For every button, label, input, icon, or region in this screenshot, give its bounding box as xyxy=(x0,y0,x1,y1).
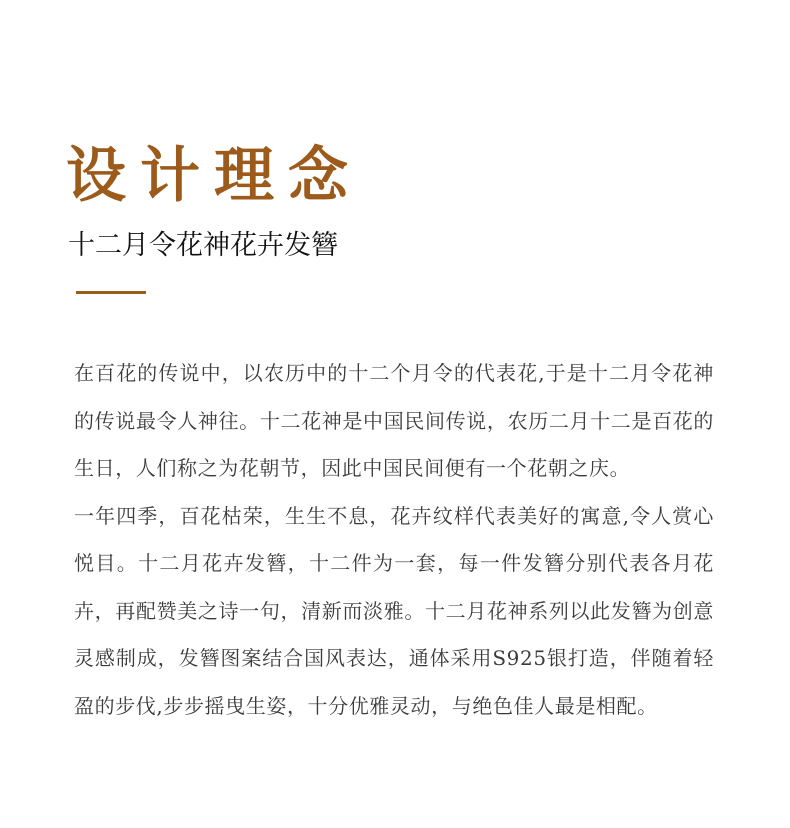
description-paragraph-2: 一年四季，百花枯荣，生生不息，花卉纹样代表美好的寓意,令人赏心悦目。十二月花卉发簪，十二件为一套，每一件发簪分别代表各月花卉，再配赞美之诗一句，清新而淡雅。十二月花神系列以此发簪为创意灵感制成，发簪图案结合国风表达，通体采用S925银打造，伴随着轻盈的步伐,步步摇曳生姿，十分优雅灵动，与绝色佳人最是相配。 xyxy=(74,503,714,718)
page-subtitle: 十二月令花神花卉发簪 xyxy=(68,230,338,261)
accent-divider xyxy=(76,291,146,294)
page-heading: 设计理念 xyxy=(66,141,362,211)
description-body xyxy=(74,350,714,730)
description-paragraph-1: 在百花的传说中，以农历中的十二个月令的代表花,于是十二月令花神的传说最令人神往。十二花神是中国民间传说，农历二月十二是百花的生日，人们称之为花朝节，因此中国民间便有一个花朝之庆。 xyxy=(74,361,714,480)
